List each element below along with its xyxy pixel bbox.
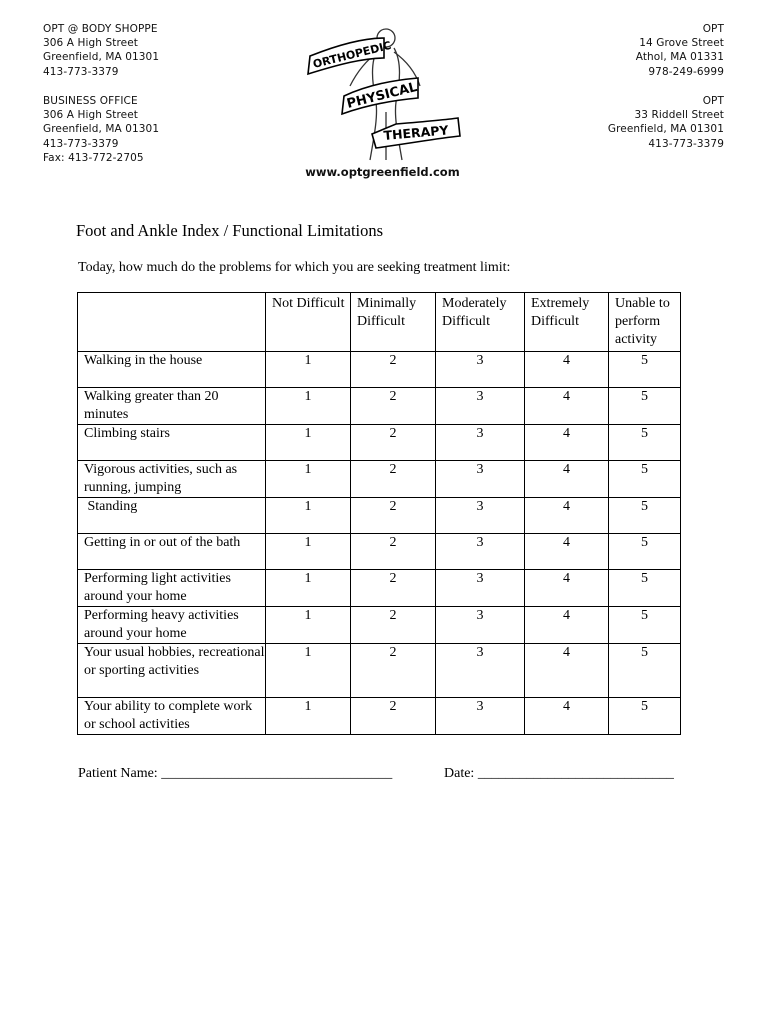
address-body-shoppe <box>43 22 159 79</box>
address-line: Greenfield, MA 01301 <box>43 51 160 64</box>
rating-option[interactable]: 2 <box>351 425 436 461</box>
rating-option[interactable]: 3 <box>436 698 525 735</box>
rating-option[interactable]: 5 <box>609 388 681 425</box>
rating-option[interactable]: 2 <box>351 607 436 644</box>
rating-option[interactable]: 2 <box>351 498 436 534</box>
rating-option[interactable]: 5 <box>609 644 681 698</box>
address-line: 33 Riddell Street <box>634 109 724 122</box>
address-line: 306 A High Street <box>43 109 138 122</box>
rating-option[interactable]: 5 <box>609 607 681 644</box>
column-header: Moderately Difficult <box>436 293 525 352</box>
rating-option[interactable]: 2 <box>351 534 436 570</box>
table-row <box>78 534 681 570</box>
rating-option[interactable]: 4 <box>525 607 609 644</box>
address-line: 413-773-3379 <box>43 137 119 150</box>
rating-option[interactable]: 4 <box>525 534 609 570</box>
address-line: BUSINESS OFFICE <box>43 95 138 107</box>
table-row <box>78 352 681 388</box>
address-riddell <box>608 94 724 151</box>
table-row <box>78 425 681 461</box>
rating-option[interactable]: 5 <box>609 461 681 498</box>
rating-option[interactable]: 1 <box>266 425 351 461</box>
column-header: Extremely Difficult <box>525 293 609 352</box>
rating-option[interactable]: 1 <box>266 498 351 534</box>
rating-option[interactable]: 3 <box>436 352 525 388</box>
rating-option[interactable]: 2 <box>351 352 436 388</box>
rating-table <box>77 292 681 735</box>
address-line: 306 A High Street <box>43 37 138 50</box>
rating-option[interactable]: 1 <box>266 352 351 388</box>
logo-word: THERAPY <box>382 122 450 143</box>
address-line: Athol, MA 01331 <box>635 51 724 64</box>
table-row <box>78 607 681 644</box>
rating-option[interactable]: 4 <box>525 570 609 607</box>
rating-option[interactable]: 3 <box>436 644 525 698</box>
address-line: Fax: 413-772-2705 <box>43 151 144 164</box>
activity-label: Vigorous activities, such as running, jumping <box>78 461 266 498</box>
activity-label: Your usual hobbies, recreational or sporting activities <box>78 644 266 698</box>
rating-option[interactable]: 3 <box>436 425 525 461</box>
rating-option[interactable]: 3 <box>436 570 525 607</box>
table-header-blank <box>78 293 266 352</box>
address-line: 14 Grove Street <box>639 37 724 50</box>
address-line: Greenfield, MA 01301 <box>43 123 160 136</box>
column-header: Not Difficult <box>266 293 351 352</box>
rating-option[interactable]: 2 <box>351 570 436 607</box>
rating-option[interactable]: 4 <box>525 388 609 425</box>
rating-option[interactable]: 3 <box>436 461 525 498</box>
activity-label: Getting in or out of the bath <box>78 534 266 570</box>
website-link[interactable]: www.optgreenfield.com <box>305 165 460 179</box>
activity-label: Walking greater than 20 minutes <box>78 388 266 425</box>
address-business-office <box>43 94 159 165</box>
rating-option[interactable]: 1 <box>266 388 351 425</box>
rating-option[interactable]: 4 <box>525 698 609 735</box>
activity-label: Performing heavy activities around your home <box>78 607 266 644</box>
form-prompt: Today, how much do the problems for which you are seeking treatment limit: <box>78 260 511 275</box>
rating-option[interactable]: 3 <box>436 534 525 570</box>
date-field[interactable]: Date: ____________________________ <box>444 766 674 781</box>
address-line: OPT @ BODY SHOPPE <box>43 23 158 35</box>
logo-word: PHYSICAL <box>345 79 419 112</box>
activity-label: Standing <box>78 498 266 534</box>
rating-option[interactable]: 5 <box>609 498 681 534</box>
address-athol <box>636 22 724 79</box>
address-line: 978-249-6999 <box>648 65 724 78</box>
rating-option[interactable]: 1 <box>266 607 351 644</box>
logo-word: ORTHOPEDIC <box>311 38 393 71</box>
address-line: OPT <box>702 23 724 35</box>
table-row <box>78 498 681 534</box>
rating-option[interactable]: 2 <box>351 698 436 735</box>
rating-option[interactable]: 3 <box>436 498 525 534</box>
rating-option[interactable]: 1 <box>266 461 351 498</box>
page-title: Foot and Ankle Index / Functional Limitations <box>76 221 384 240</box>
rating-option[interactable]: 4 <box>525 498 609 534</box>
rating-option[interactable]: 4 <box>525 425 609 461</box>
rating-option[interactable]: 4 <box>525 352 609 388</box>
address-line: Greenfield, MA 01301 <box>607 123 724 136</box>
rating-option[interactable]: 4 <box>525 644 609 698</box>
rating-option[interactable]: 2 <box>351 644 436 698</box>
activity-label: Your ability to complete work or school activities <box>78 698 266 735</box>
address-line: 413-773-3379 <box>648 137 724 150</box>
rating-option[interactable]: 5 <box>609 698 681 735</box>
rating-option[interactable]: 3 <box>436 388 525 425</box>
address-line: 413-773-3379 <box>43 65 119 78</box>
table-row <box>78 570 681 607</box>
activity-label: Walking in the house <box>78 352 266 388</box>
rating-option[interactable]: 3 <box>436 607 525 644</box>
table-row <box>78 644 681 698</box>
rating-option[interactable]: 2 <box>351 388 436 425</box>
rating-option[interactable]: 2 <box>351 461 436 498</box>
rating-option[interactable]: 5 <box>609 570 681 607</box>
activity-label: Performing light activities around your home <box>78 570 266 607</box>
rating-option[interactable]: 5 <box>609 534 681 570</box>
rating-option[interactable]: 1 <box>266 570 351 607</box>
table-row <box>78 461 681 498</box>
rating-option[interactable]: 5 <box>609 425 681 461</box>
rating-option[interactable]: 1 <box>266 644 351 698</box>
rating-option[interactable]: 4 <box>525 461 609 498</box>
column-header: Unable to perform activity <box>609 293 681 352</box>
column-header: Minimally Difficult <box>351 293 436 352</box>
address-line: OPT <box>702 95 724 107</box>
activity-label: Climbing stairs <box>78 425 266 461</box>
rating-option[interactable]: 5 <box>609 352 681 388</box>
table-row <box>78 388 681 425</box>
rating-option[interactable]: 1 <box>266 534 351 570</box>
table-row <box>78 698 681 735</box>
patient-name-field[interactable]: Patient Name: _________________________________ <box>78 766 393 781</box>
table-header-row <box>78 293 681 352</box>
opt-logo <box>300 22 465 167</box>
rating-option[interactable]: 1 <box>266 698 351 735</box>
